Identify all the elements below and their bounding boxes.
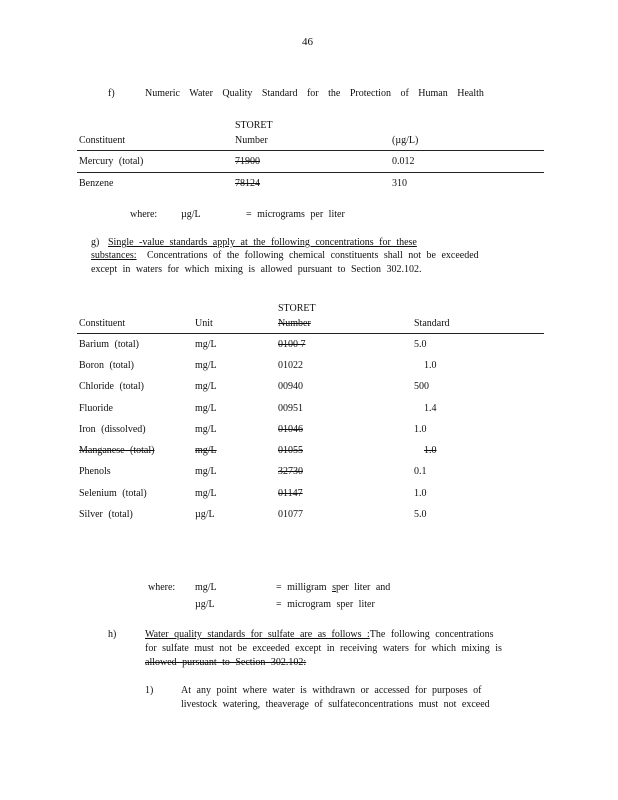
section-g-line3: except in waters for which mixing is allowed pursuant to Section 302.102. <box>91 264 422 275</box>
table-g-row-constituent: Phenols <box>79 466 111 477</box>
table-g-row-storet: 00940 <box>278 381 303 392</box>
section-h-line1-rest: The following concentrations <box>369 629 494 640</box>
table-g-row-unit: mg/L <box>195 339 217 350</box>
where-f-unit: µg/L <box>181 209 201 220</box>
table-g-row-storet: 01055 <box>278 445 303 456</box>
table-g-row-storet: 0100 7 <box>278 339 306 350</box>
table-g-row-unit: µg/L <box>195 509 215 520</box>
table-g-row-standard: 500 <box>414 381 429 392</box>
table-g-row-unit: mg/L <box>195 445 217 456</box>
section-g-line1: Single -value standards apply at the following concentrations for these <box>108 237 417 248</box>
page-number: 46 <box>302 36 313 48</box>
table-g-row-storet: 01046 <box>278 424 303 435</box>
table-g-row-unit: mg/L <box>195 403 217 414</box>
where-g-definition-1 <box>276 582 390 593</box>
table-g-row-constituent: Chloride (total) <box>79 381 144 392</box>
where-g-label: where: <box>148 582 176 593</box>
table-g-header-storet-1: STORET <box>278 303 316 314</box>
table-g-row-standard: 5.0 <box>414 339 427 350</box>
table-g-header-storet-2: Number <box>278 318 311 329</box>
section-h-label: h) <box>108 629 117 640</box>
section-h-item1-label: 1) <box>145 685 154 696</box>
section-f-title: Numeric Water Quality Standard for the Protection of Human Health <box>145 88 484 99</box>
table-f-row-storet: 71900 <box>235 156 260 167</box>
table-g-row-unit: mg/L <box>195 360 217 371</box>
table-f-header-storet-2: Number <box>235 135 268 146</box>
table-g-row-constituent: Selenium (total) <box>79 488 147 499</box>
table-g-row-standard: 5.0 <box>414 509 427 520</box>
table-f-row-constituent: Benzene <box>79 178 114 189</box>
where-g-def1-prefix: = milligram <box>276 582 333 593</box>
table-g-row-unit: mg/L <box>195 381 217 392</box>
section-h-item1-line1: At any point where water is withdrawn or accessed for purposes of <box>181 685 482 696</box>
section-h-line1-underlined: Water quality standards for sulfate are as follows : <box>145 629 370 640</box>
section-h-line2: for sulfate must not be exceeded except in receiving waters for which mixing is <box>145 643 502 654</box>
table-g-row-unit: mg/L <box>195 466 217 477</box>
table-g-row-constituent: Fluoride <box>79 403 113 414</box>
table-f-header-constituent: Constituent <box>79 135 126 146</box>
table-g-row-storet: 01077 <box>278 509 303 520</box>
table-g-row-storet: 00951 <box>278 403 303 414</box>
table-g-row-standard: 1.4 <box>424 403 437 414</box>
table-g-row-constituent: Silver (total) <box>79 509 133 520</box>
table-g-header-standard: Standard <box>414 318 450 329</box>
table-g-row-standard: 1.0 <box>414 424 427 435</box>
table-f-header-rule <box>77 150 544 151</box>
section-g-line2-underlined: substances: <box>91 250 137 261</box>
section-g-line2-rest: Concentrations of the following chemical constituents shall not be exceeded <box>147 250 479 261</box>
section-h-line3: allowed pursuant to Section 302.102: <box>145 657 307 668</box>
table-g-row-standard: 1.0 <box>414 488 427 499</box>
table-f-header-unit: (µg/L) <box>392 135 419 146</box>
table-g-row-constituent: Iron (dissolved) <box>79 424 146 435</box>
table-f-row-value: 0.012 <box>392 156 415 167</box>
table-g-row-storet: 32730 <box>278 466 303 477</box>
table-f-row-value: 310 <box>392 178 407 189</box>
table-g-row-unit: mg/L <box>195 424 217 435</box>
table-f-row-rule <box>77 172 544 173</box>
where-g-definition-2: = microgram sper liter <box>276 599 375 610</box>
table-g-row-storet: 01022 <box>278 360 303 371</box>
where-f-label: where: <box>130 209 158 220</box>
where-g-unit-1: mg/L <box>195 582 217 593</box>
table-f-row-storet: 78124 <box>235 178 260 189</box>
table-g-header-constituent: Constituent <box>79 318 126 329</box>
table-g-row-constituent: Boron (total) <box>79 360 134 371</box>
table-g-row-standard: 0.1 <box>414 466 427 477</box>
section-g-label: g) <box>91 237 100 248</box>
table-g-row-storet: 01147 <box>278 488 303 499</box>
table-f-row-constituent: Mercury (total) <box>79 156 144 167</box>
where-g-def1-suffix: per liter and <box>335 582 391 593</box>
table-g-row-constituent: Manganese (total) <box>79 445 155 456</box>
table-f-header-storet-1: STORET <box>235 120 273 131</box>
section-h-item1-line2: livestock watering, theaverage of sulfateconcentrations must not exceed <box>181 699 490 710</box>
table-g-header-unit: Unit <box>195 318 213 329</box>
where-f-definition: = micrograms per liter <box>246 209 345 220</box>
table-g-row-standard: 1.0 <box>424 360 437 371</box>
where-g-unit-2: µg/L <box>195 599 215 610</box>
table-g-row-unit: mg/L <box>195 488 217 499</box>
table-g-row-constituent: Barium (total) <box>79 339 139 350</box>
section-h-line1 <box>145 629 494 640</box>
where-g-def1-underlined: s <box>332 582 336 593</box>
section-f-label: f) <box>108 88 115 99</box>
table-g-row-standard: 1.0 <box>424 445 437 456</box>
table-g-header-rule <box>77 333 544 334</box>
